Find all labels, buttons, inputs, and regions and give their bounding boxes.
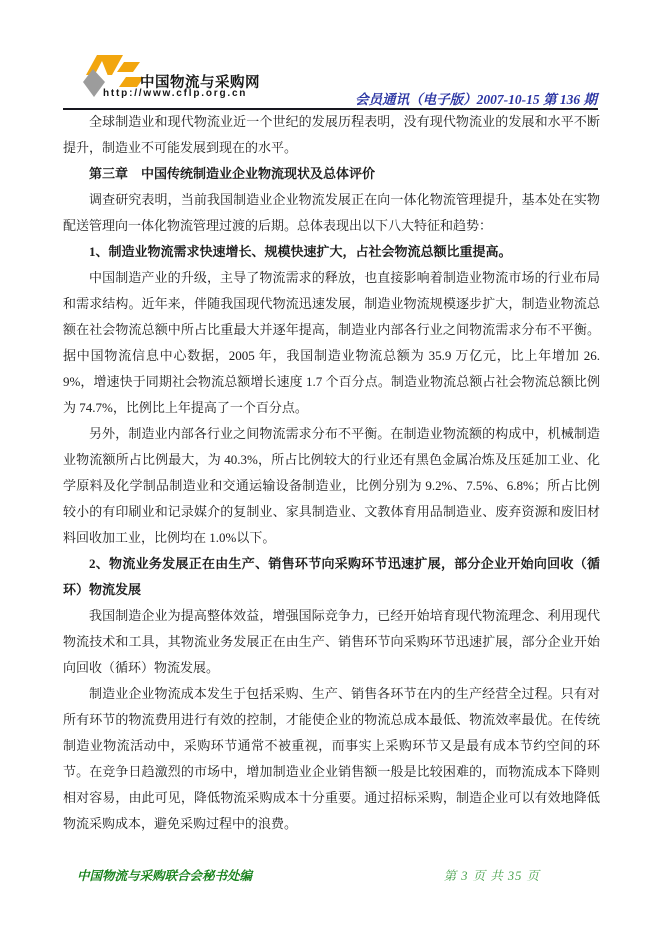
paragraph-2b: 制造业企业物流成本发生于包括采购、生产、销售各环节在内的生产经营全过程。只有对所有环节的物流费用进行有效的控制，才能使企业的物流总成本最低、物流效率最优。在传统制造业物流活动中，采购环节通常不被重视，而事实上采购环节又是最有成本节约空间的环节。在竞争日趋激烈的市场中，增加制造业企业销售额一般是比较困难的，而物流成本下降则相对容易，由此可见，降低物流采购成本十分重要。通过招标采购，制造企业可以有效地降低物流采购成本，避免采购过程中的浪费。 bbox=[63, 686, 600, 831]
issue-info: 会员通讯（电子版）2007-10-15 第 136 期 bbox=[355, 92, 597, 107]
paragraph-intro: 全球制造业和现代物流业近一个世纪的发展历程表明，没有现代物流业的发展和水平不断提升，制造业不可能发展到现在的水平。 bbox=[63, 114, 600, 155]
chapter-heading: 第三章 中国传统制造业企业物流现状及总体评价 bbox=[89, 166, 376, 181]
paragraph-1a: 中国制造产业的升级，主导了物流需求的释放，也直接影响着制造业物流市场的行业布局和需求结构。近年来，伴随我国现代物流迅速发展，制造业物流规模逐步扩大，制造业物流总额在社会物流总额中所占比重最大并逐年提高，制造业内部各行业之间物流需求分布不平衡。据中国物流信息中心数据，2005 年，我国制造业物流总额为 35.9 万亿元，比上年增加 26.9%，增速快于同期社会物流总额增长速度 1.7 个百分点。制造业物流总额占社会物流总额比例为 74.7%，比例比上年提高了一个百分点。 bbox=[63, 270, 600, 415]
sub-heading-1: 1、制造业物流需求快速增长、规模快速扩大，占社会物流总额比重提高。 bbox=[89, 244, 512, 259]
sub-heading-2: 2、物流业务发展正在由生产、销售环节向采购环节迅速扩展，部分企业开始向回收（循环）物流发展 bbox=[63, 556, 600, 597]
footer-editor-line: 中国物流与采购联合会秘书处编 bbox=[77, 869, 253, 883]
page-footer bbox=[63, 866, 600, 884]
footer-page-info: 第 3 页 共 35 页 bbox=[443, 869, 540, 883]
paragraph-overview: 调查研究表明，当前我国制造业企业物流发展正在向一体化物流管理提升，基本处在实物配送管理向一体化物流管理过渡的后期。总体表现出以下八大特征和趋势： bbox=[63, 192, 600, 233]
site-url: http://www.cflp.org.cn bbox=[103, 88, 248, 99]
document-body bbox=[63, 109, 600, 837]
site-name: 中国物流与采购网 bbox=[140, 75, 260, 91]
paragraph-2a: 我国制造企业为提高整体效益，增强国际竞争力，已经开始培育现代物流理念、利用现代物流技术和工具，其物流业务发展正在由生产、销售环节向采购环节迅速扩展，部分企业开始向回收（循环）物流发展。 bbox=[63, 608, 600, 675]
paragraph-1b: 另外，制造业内部各行业之间物流需求分布不平衡。在制造业物流额的构成中，机械制造业物流额所占比例最大，为 40.3%，所占比例较大的行业还有黑色金属冶炼及压延加工业、化学原料及化学制品制造业和交通运输设备制造业，比例分别为 9.2%、7.5%、6.8%；所占比例较小的有印刷业和记录媒介的复制业、家具制造业、文教体育用品制造业、废弃资源和废旧材料回收加工业，比例均在 1.0%以下。 bbox=[63, 426, 600, 545]
